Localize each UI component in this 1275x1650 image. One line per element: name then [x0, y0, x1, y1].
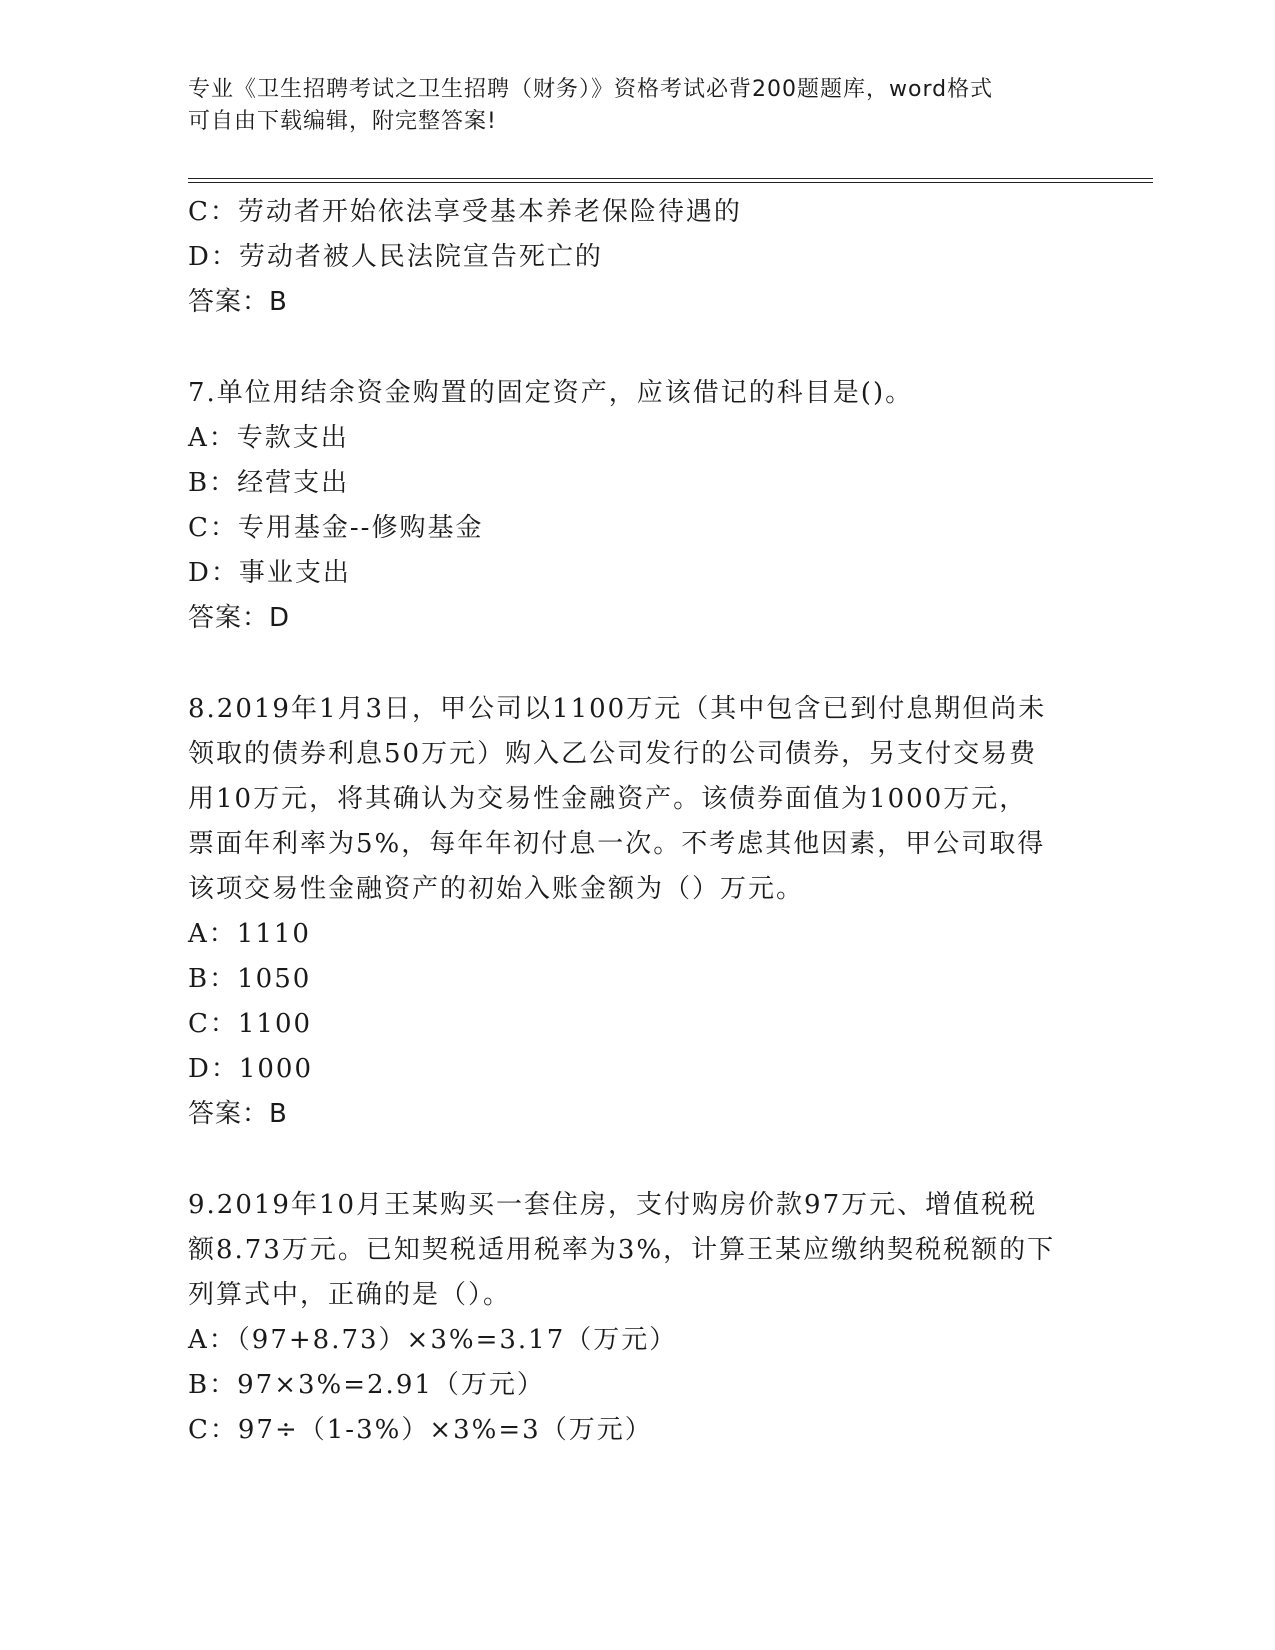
option-b: B：经营支出	[188, 468, 350, 498]
question-7	[188, 371, 1088, 641]
answer-line: 答案：B	[188, 287, 288, 317]
header-rule-bottom	[188, 182, 1153, 183]
question-stem-line: 领取的债券利息50万元）购入乙公司发行的公司债券，另支付交易费	[188, 739, 1038, 769]
header-rule-top	[188, 178, 1153, 179]
question-stem-line: 该项交易性金融资产的初始入账金额为（）万元。	[188, 874, 805, 904]
question-stem-line: 9.2019年10月王某购买一套住房，支付购房价款97万元、增值税税	[188, 1190, 1038, 1220]
question-8	[188, 687, 1088, 1137]
option-b: B：1050	[188, 964, 312, 994]
question-stem-line: 列算式中，正确的是（）。	[188, 1280, 512, 1310]
option-b: B：97×3%=2.91（万元）	[188, 1370, 545, 1400]
question-stem-line: 额8.73万元。已知契税适用税率为3%，计算王某应缴纳契税税额的下	[188, 1235, 1056, 1265]
question-stem-line: 8.2019年1月3日，甲公司以1100万元（其中包含已到付息期但尚未	[188, 694, 1047, 724]
option-c: C：1100	[188, 1009, 313, 1039]
option-c: C：专用基金--修购基金	[188, 513, 484, 543]
option-a: A：（97+8.73）×3%=3.17（万元）	[188, 1325, 678, 1355]
question-6	[188, 190, 1088, 325]
spacer	[188, 641, 1088, 687]
header-title-line-1: 专业《卫生招聘考试之卫生招聘（财务）》资格考试必背200题题库，word格式	[188, 77, 994, 102]
answer-line: 答案：D	[188, 603, 291, 633]
option-d: D：1000	[188, 1054, 314, 1084]
question-stem-line: 票面年利率为5%，每年年初付息一次。不考虑其他因素，甲公司取得	[188, 829, 1046, 859]
option-c: C：劳动者开始依法享受基本养老保险待遇的	[188, 197, 742, 227]
question-stem: 7.单位用结余资金购置的固定资产，应该借记的科目是()。	[188, 378, 914, 408]
question-9	[188, 1183, 1088, 1453]
option-a: A：专款支出	[188, 423, 349, 453]
spacer	[188, 1137, 1088, 1183]
option-d: D：事业支出	[188, 558, 351, 588]
header-title-line-2: 可自由下载编辑，附完整答案!	[188, 109, 497, 134]
spacer	[188, 325, 1088, 371]
document-header	[188, 74, 1068, 138]
document-body	[188, 190, 1088, 1453]
option-c: C：97÷（1-3%）×3%=3（万元）	[188, 1415, 653, 1445]
option-a: A：1110	[188, 919, 311, 949]
option-d: D：劳动者被人民法院宣告死亡的	[188, 242, 603, 272]
question-stem-line: 用10万元，将其确认为交易性金融资产。该债券面值为1000万元，	[188, 784, 1028, 814]
answer-line: 答案：B	[188, 1099, 288, 1129]
